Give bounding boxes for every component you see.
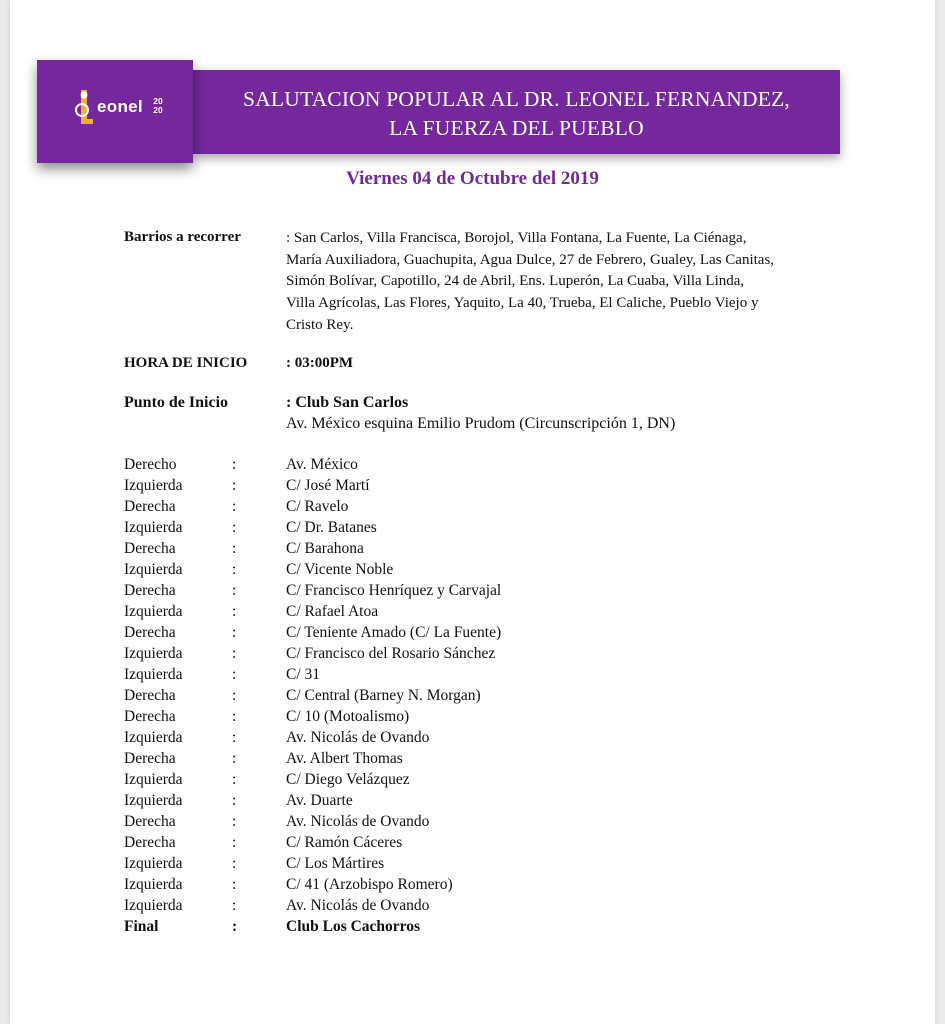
route-separator: : xyxy=(232,918,238,935)
route-street: C/ 31 xyxy=(286,666,321,683)
route-direction: Izquierda xyxy=(124,519,183,536)
route-direction: Izquierda xyxy=(124,666,183,683)
route-direction: Derecha xyxy=(124,498,176,515)
route-direction: Derecha xyxy=(124,540,176,557)
route-direction: Final xyxy=(124,918,159,935)
route-street: Av. Albert Thomas xyxy=(286,750,403,767)
route-separator: : xyxy=(232,792,237,809)
route-separator: : xyxy=(232,855,237,872)
logo-year-bottom: 20 xyxy=(153,105,163,115)
route-street: C/ 41 (Arzobispo Romero) xyxy=(286,876,453,893)
route-direction: Izquierda xyxy=(124,771,183,788)
route-row xyxy=(124,876,844,897)
route-row xyxy=(124,792,844,813)
route-separator: : xyxy=(232,561,237,578)
logo-wordmark: eonel xyxy=(97,97,143,116)
route-row xyxy=(124,687,844,708)
route-street: Av. México xyxy=(286,456,358,473)
route-row xyxy=(124,498,844,519)
route-direction: Derecha xyxy=(124,624,176,641)
route-street: Av. Duarte xyxy=(286,792,353,809)
route-street: C/ Dr. Batanes xyxy=(286,519,377,536)
route-separator: : xyxy=(232,540,237,557)
route-direction: Izquierda xyxy=(124,477,183,494)
route-row xyxy=(124,456,844,477)
route-row xyxy=(124,750,844,771)
route-separator: : xyxy=(232,708,237,725)
route-street: C/ Vicente Noble xyxy=(286,561,394,578)
route-separator: : xyxy=(232,687,237,704)
route-separator: : xyxy=(232,456,237,473)
route-direction: Derecha xyxy=(124,582,176,599)
route-direction: Izquierda xyxy=(124,855,183,872)
barrios-label: Barrios a recorrer xyxy=(124,229,241,245)
logo-year xyxy=(151,97,165,115)
route-street: Av. Nicolás de Ovando xyxy=(286,813,430,830)
route-separator: : xyxy=(232,729,237,746)
route-direction: Izquierda xyxy=(124,645,183,662)
punto-label: Punto de Inicio xyxy=(124,394,229,411)
route-street: C/ Rafael Atoa xyxy=(286,603,379,620)
route-direction: Izquierda xyxy=(124,729,183,746)
title-banner xyxy=(193,70,840,154)
route-direction: Izquierda xyxy=(124,897,183,914)
route-separator: : xyxy=(232,645,237,662)
route-street: Av. Nicolás de Ovando xyxy=(286,729,430,746)
route-direction: Izquierda xyxy=(124,876,183,893)
route-direction: Derecha xyxy=(124,708,176,725)
route-separator: : xyxy=(232,519,237,536)
route-row xyxy=(124,813,844,834)
route-street: C/ Diego Velázquez xyxy=(286,771,410,788)
route-street: C/ Los Mártires xyxy=(286,855,385,872)
route-direction: Izquierda xyxy=(124,561,183,578)
route-row xyxy=(124,666,844,687)
route-direction: Derecha xyxy=(124,687,176,704)
route-direction: Derecha xyxy=(124,834,176,851)
barrios-line: Villa Agrícolas, Las Flores, Yaquito, La 40, Trueba, El Caliche, Pueblo Viejo y xyxy=(286,295,759,312)
route-row xyxy=(124,834,844,855)
route-row xyxy=(124,855,844,876)
route-street: Club Los Cachorros xyxy=(286,918,421,935)
leonel-l-logo-icon xyxy=(75,88,93,128)
route-direction: Derecha xyxy=(124,813,176,830)
route-separator: : xyxy=(232,813,237,830)
leonel-2020-logo xyxy=(37,60,193,163)
route-row xyxy=(124,771,844,792)
route-separator: : xyxy=(232,666,237,683)
route-row xyxy=(124,624,844,645)
route-street: C/ José Martí xyxy=(286,477,370,494)
barrios-line: Cristo Rey. xyxy=(286,316,354,333)
route-direction: Derecho xyxy=(124,456,177,473)
route-street: C/ Francisco del Rosario Sánchez xyxy=(286,645,496,662)
barrios-line: María Auxiliadora, Guachupita, Agua Dulce, 27 de Febrero, Gualey, Las Canitas, xyxy=(286,251,775,268)
route-separator: : xyxy=(232,582,237,599)
route-separator: : xyxy=(232,771,237,788)
barrios-list xyxy=(286,228,826,337)
event-date: Viernes 04 de Octubre del 2019 xyxy=(346,168,599,189)
route-separator: : xyxy=(232,897,237,914)
route-separator: : xyxy=(232,876,237,893)
route-separator: : xyxy=(232,477,237,494)
route-row xyxy=(124,729,844,750)
route-direction: Izquierda xyxy=(124,603,183,620)
route-row xyxy=(124,582,844,603)
route-row xyxy=(124,561,844,582)
route-separator: : xyxy=(232,750,237,767)
route-street: C/ Ramón Cáceres xyxy=(286,834,403,851)
route-direction: Izquierda xyxy=(124,792,183,809)
route-final-row xyxy=(124,918,844,939)
route-street: Av. Nicolás de Ovando xyxy=(286,897,430,914)
route-street: C/ Central (Barney N. Morgan) xyxy=(286,687,481,704)
punto-address: Av. México esquina Emilio Prudom (Circunscripción 1, DN) xyxy=(286,415,676,432)
title-line-1: SALUTACION POPULAR AL DR. LEONEL FERNANDEZ, xyxy=(243,87,790,111)
barrios-line: : San Carlos, Villa Francisca, Borojol, Villa Fontana, La Fuente, La Ciénaga, xyxy=(286,230,747,246)
route-street: C/ 10 (Motoalismo) xyxy=(286,708,410,725)
route-row xyxy=(124,603,844,624)
route-direction: Derecha xyxy=(124,750,176,767)
route-row xyxy=(124,897,844,918)
document-page xyxy=(10,0,935,1024)
hora-value: : 03:00PM xyxy=(286,355,354,371)
logo-year-top: 20 xyxy=(153,96,163,106)
route-separator: : xyxy=(232,603,237,620)
route-separator: : xyxy=(232,498,237,515)
barrios-line: Simón Bolívar, Capotillo, 24 de Abril, Ens. Luperón, La Cuaba, Villa Linda, xyxy=(286,273,745,290)
route-row xyxy=(124,477,844,498)
route-row xyxy=(124,540,844,561)
route-separator: : xyxy=(232,834,237,851)
hora-label: HORA DE INICIO xyxy=(124,355,248,371)
route-street: C/ Ravelo xyxy=(286,498,349,515)
route-row xyxy=(124,645,844,666)
route-street: C/ Barahona xyxy=(286,540,364,557)
route-row xyxy=(124,519,844,540)
punto-value: : Club San Carlos xyxy=(286,394,409,411)
route-separator: : xyxy=(232,624,237,641)
route-street: C/ Francisco Henríquez y Carvajal xyxy=(286,582,502,599)
title-line-2: LA FUERZA DEL PUEBLO xyxy=(389,116,644,140)
route-row xyxy=(124,708,844,729)
route-street: C/ Teniente Amado (C/ La Fuente) xyxy=(286,624,502,641)
